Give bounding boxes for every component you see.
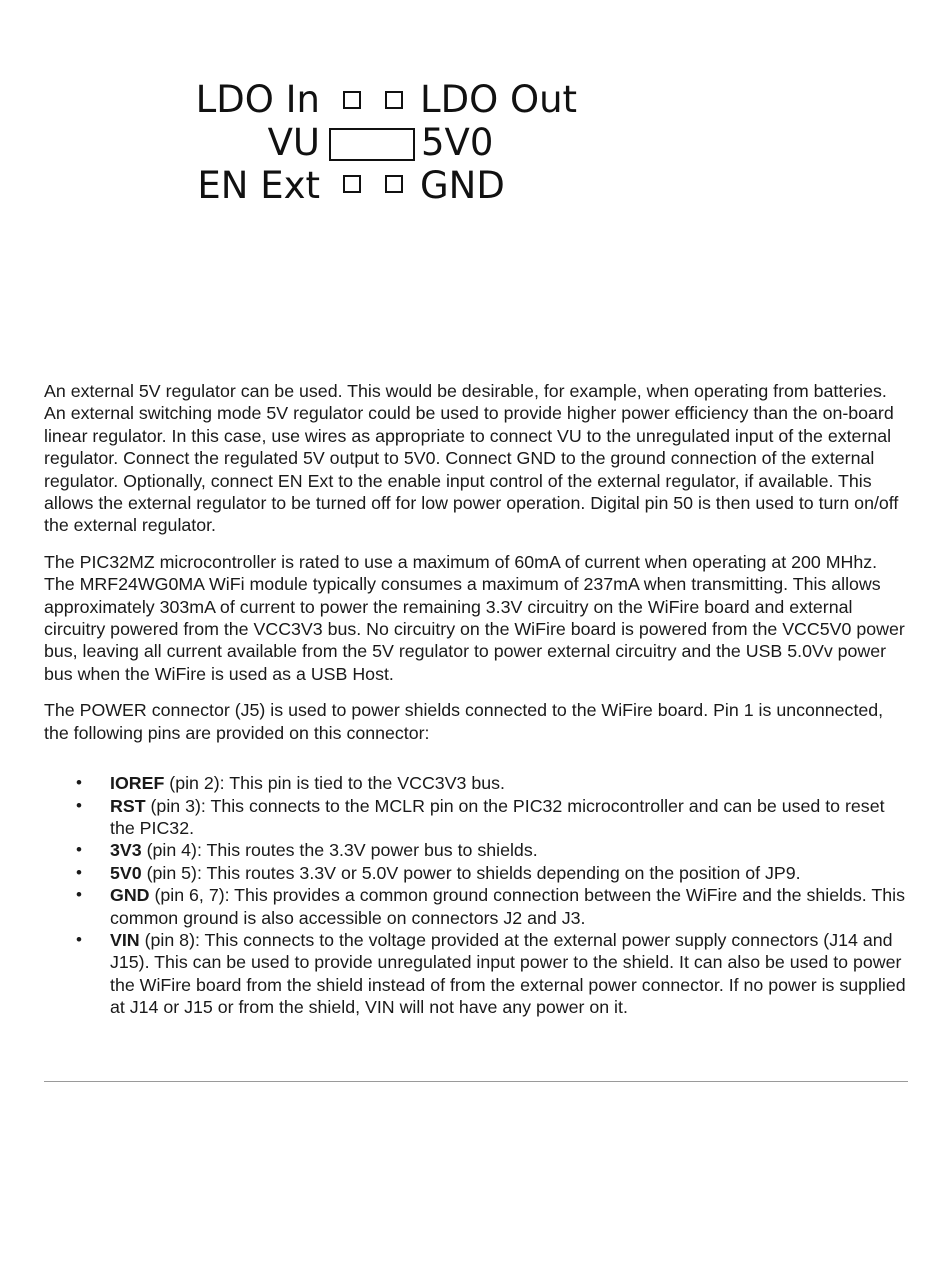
list-item xyxy=(44,884,910,929)
pin-name: VIN xyxy=(110,929,140,950)
bullet-icon: • xyxy=(76,840,82,860)
ldo-out-label: LDO Out xyxy=(420,78,578,121)
en-ext-label: EN Ext xyxy=(197,164,320,207)
paragraph-external-regulator: An external 5V regulator can be used. This would be desirable, for example, when operating from batteries. An external switching mode 5V regulator could be used to provide higher power efficiency than the on-board linear regulator. In this case, use wires as appropriate to connect VU to the unregulated input of the external regulator. Connect the regulated 5V output to 5V0. Connect GND to the ground connection of the external regulator. Optionally, connect EN Ext to the enable input control of the external regulator, if available. This allows the external regulator to be turned off for low power operation. Digital pin 50 is then used to turn on/off the external regulator. xyxy=(44,381,899,536)
bullet-icon: • xyxy=(76,795,82,815)
vu-label: VU xyxy=(267,121,320,164)
5v0-label: 5V0 xyxy=(421,121,494,164)
pin-description: (pin 2): This pin is tied to the VCC3V3 bus. xyxy=(164,773,505,794)
pin-name: 3V3 xyxy=(110,840,142,861)
pin-description: (pin 4): This routes the 3.3V power bus to shields. xyxy=(141,840,538,861)
bullet-icon: • xyxy=(76,885,82,905)
pin-name: GND xyxy=(110,885,150,906)
pin-name: IOREF xyxy=(110,773,165,794)
pin-description: (pin 6, 7): This provides a common ground connection between the WiFire and the shields. This common ground is also accessible on connectors J2 and J3. xyxy=(110,885,905,928)
paragraph-power-connector: The POWER connector (J5) is used to power shields connected to the WiFire board. Pin 1 is unconnected, the following pins are provided on this connector: xyxy=(44,700,884,743)
jumper-shunt xyxy=(329,128,415,161)
horizontal-divider xyxy=(44,1081,908,1082)
pin-name: 5V0 xyxy=(110,862,142,883)
ldo-out-pad xyxy=(385,91,403,109)
pin-description: (pin 8): This connects to the voltage provided at the external power supply connectors (J14 and J15). This can be used to provide unregulated input power to the shield. It can also be used to power the WiFire board from the shield instead of from the external power connector. If no power is supplied at J14 or J15 or from the shield, VIN will not have any power on it. xyxy=(110,929,906,1018)
bullet-icon: • xyxy=(76,929,82,949)
pin-name: RST xyxy=(110,795,146,816)
en-ext-pad xyxy=(343,175,361,193)
bullet-icon: • xyxy=(76,773,82,793)
jumper-diagram xyxy=(195,78,595,208)
gnd-pad xyxy=(385,175,403,193)
bullet-icon: • xyxy=(76,862,82,882)
list-item xyxy=(44,862,910,884)
list-item xyxy=(44,839,910,861)
pin-description: (pin 3): This connects to the MCLR pin on the PIC32 microcontroller and can be used to reset the PIC32. xyxy=(110,795,885,838)
gnd-label: GND xyxy=(420,164,505,207)
list-item xyxy=(44,795,910,840)
paragraph-current-budget: The PIC32MZ microcontroller is rated to use a maximum of 60mA of current when operating at 200 MHhz. The MRF24WG0MA WiFi module typically consumes a maximum of 237mA when transmitting. This allows approximately 303mA of current to power the remaining 3.3V circuitry on the WiFire board and external circuitry powered from the VCC3V3 bus. No circuitry on the WiFire board is powered from the VCC5V0 power bus, leaving all current available from the 5V regulator to power external circuitry and the USB 5.0Vv power bus when the WiFire is used as a USB Host. xyxy=(44,551,905,684)
list-item xyxy=(44,772,910,794)
pin-description: (pin 5): This routes 3.3V or 5.0V power to shields depending on the position of JP9. xyxy=(141,862,801,883)
pin-list xyxy=(44,772,910,1018)
ldo-in-label: LDO In xyxy=(195,78,320,121)
document-body xyxy=(44,380,910,1019)
list-item xyxy=(44,929,910,1019)
ldo-in-pad xyxy=(343,91,361,109)
